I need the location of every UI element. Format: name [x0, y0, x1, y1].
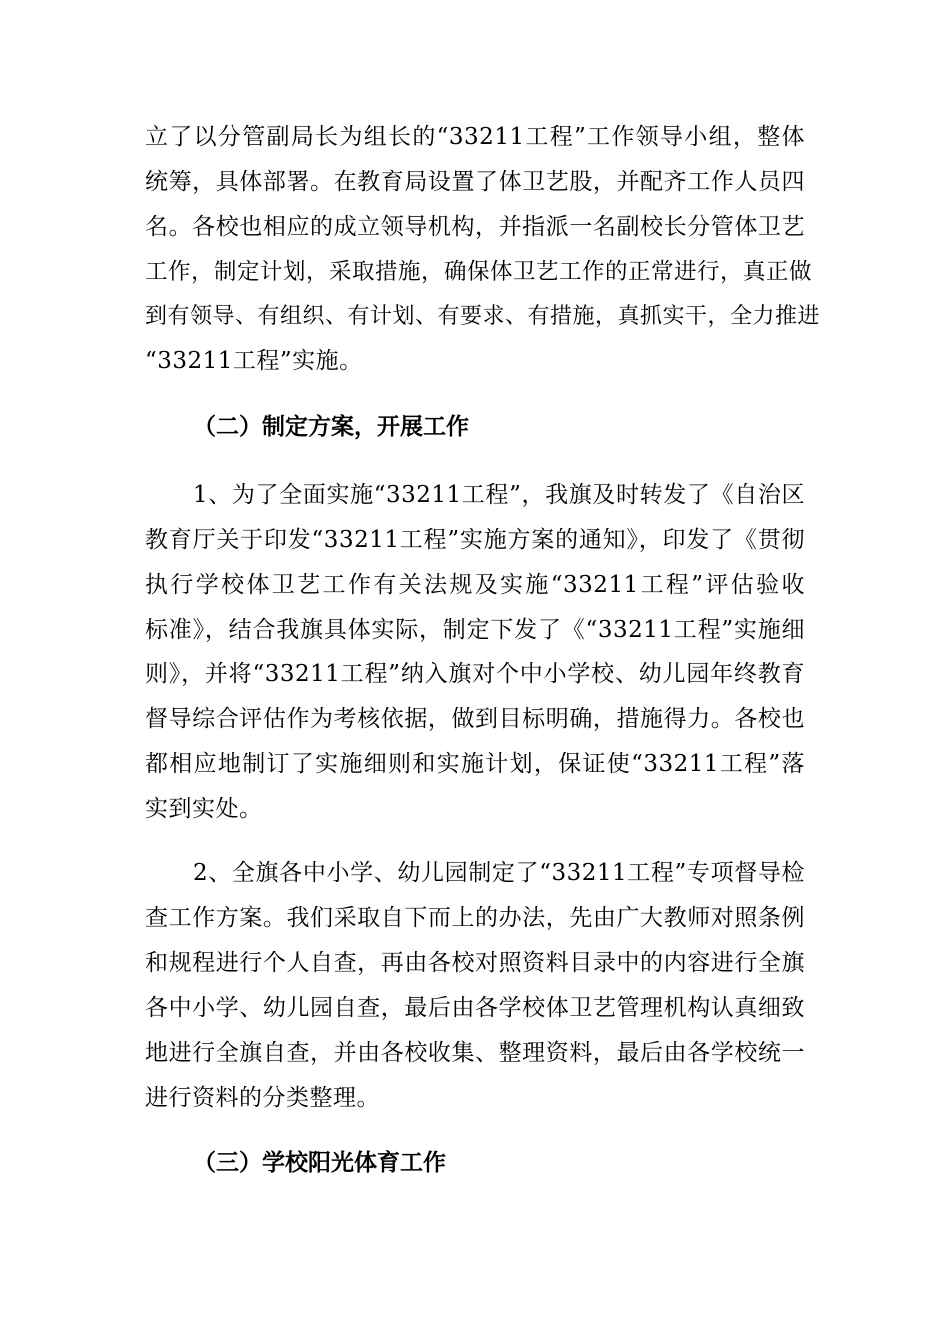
paragraph-3-line-6: 进行资料的分类整理。	[145, 1085, 380, 1111]
paragraph-1-line-1: 立了以分管副局长为组长的“33211工程”工作领导小组，整体	[145, 124, 805, 150]
section-heading-2: （二）制定方案，开展工作	[193, 414, 469, 440]
paragraph-1-line-2: 统筹，具体部署。在教育局设置了体卫艺股，并配齐工作人员四	[145, 169, 805, 195]
paragraph-2-line-6: 督导综合评估作为考核依据，做到目标明确，措施得力。各校也	[145, 706, 805, 732]
paragraph-3-line-1: 2、全旗各中小学、幼儿园制定了“33211工程”专项督导检	[193, 860, 805, 886]
paragraph-2-line-2: 教育厅关于印发“33211工程”实施方案的通知》，印发了《贯彻	[145, 527, 805, 553]
paragraph-2-line-3: 执行学校体卫艺工作有关法规及实施“33211工程”评估验收	[145, 572, 805, 598]
paragraph-2-line-8: 实到实处。	[145, 796, 263, 822]
paragraph-2-line-1: 1、为了全面实施“33211工程”，我旗及时转发了《自治区	[193, 482, 805, 508]
paragraph-3-line-2: 查工作方案。我们采取自下而上的办法，先由广大教师对照条例	[145, 905, 805, 931]
paragraph-3-line-5: 地进行全旗自查，并由各校收集、整理资料，最后由各学校统一	[145, 1040, 805, 1066]
paragraph-1-line-3: 名。各校也相应的成立领导机构，并指派一名副校长分管体卫艺	[145, 214, 805, 240]
paragraph-3-line-3: 和规程进行个人自查，再由各校对照资料目录中的内容进行全旗	[145, 950, 805, 976]
paragraph-2-line-5: 则》，并将“33211工程”纳入旗对个中小学校、幼儿园年终教育	[145, 661, 805, 687]
paragraph-1-line-6: “33211工程”实施。	[145, 348, 363, 374]
paragraph-3-line-4: 各中小学、幼儿园自查，最后由各学校体卫艺管理机构认真细致	[145, 995, 805, 1021]
section-heading-3: （三）学校阳光体育工作	[193, 1150, 446, 1176]
paragraph-1-line-5: 到有领导、有组织、有计划、有要求、有措施，真抓实干，全力推进	[145, 304, 821, 329]
paragraph-2-line-4: 标准》，结合我旗具体实际，制定下发了《“33211工程”实施细	[145, 617, 805, 643]
paragraph-2-line-7: 都相应地制订了实施细则和实施计划，保证使“33211工程”落	[145, 751, 805, 777]
paragraph-1-line-4: 工作，制定计划，采取措施，确保体卫艺工作的正常进行，真正做	[145, 259, 813, 285]
